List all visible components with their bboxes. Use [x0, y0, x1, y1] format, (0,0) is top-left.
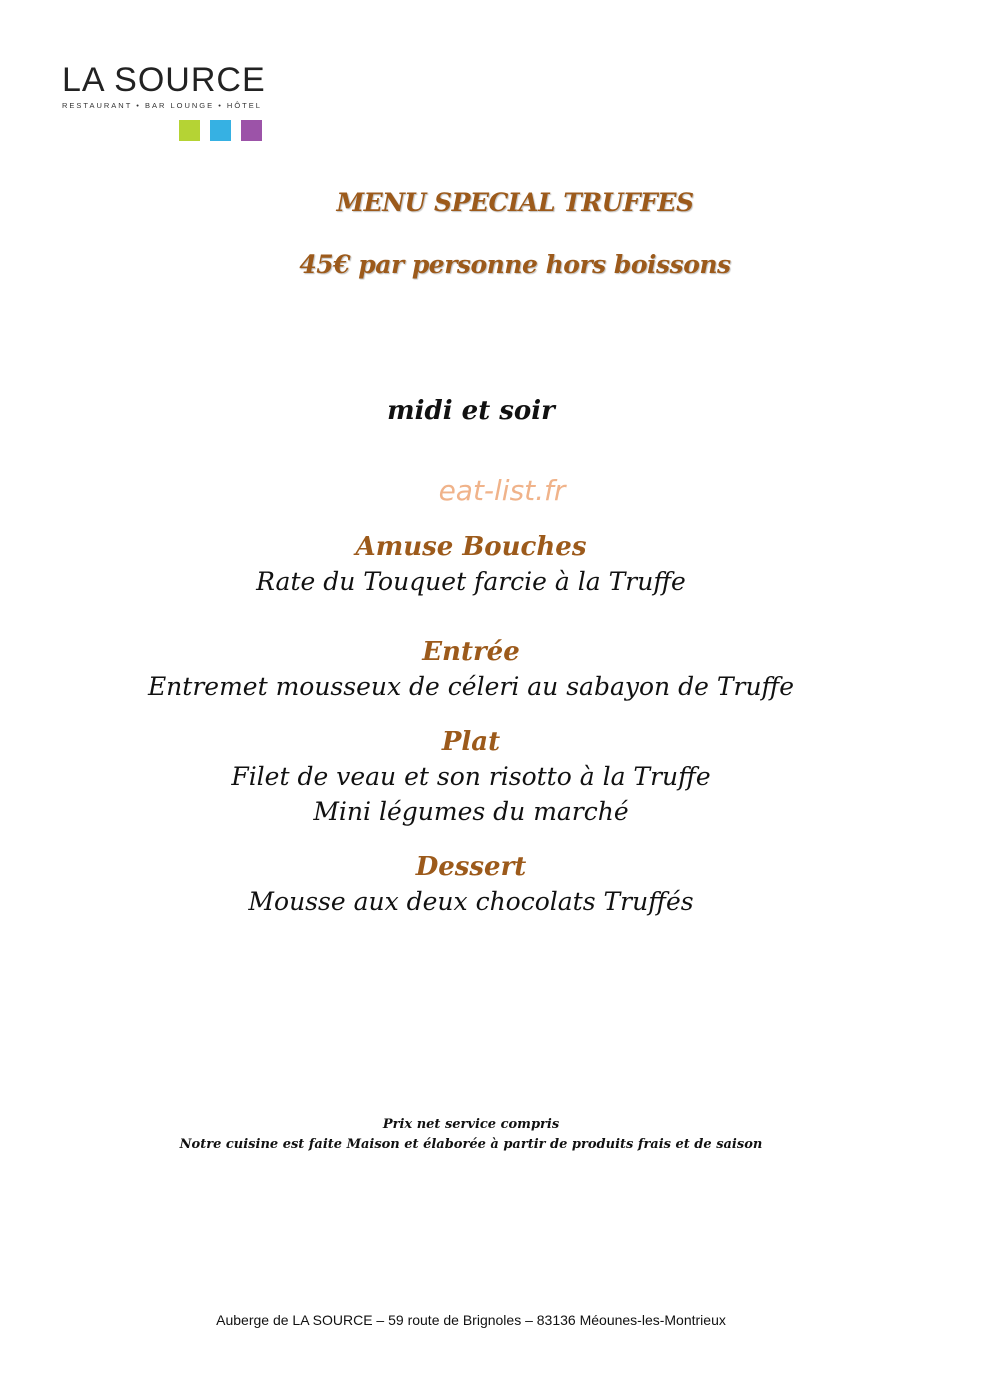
course-amuse-bouches	[0, 530, 942, 599]
course-dish: Mousse aux deux chocolats Truffés	[248, 887, 694, 916]
course-dish: Rate du Touquet farcie à la Truffe	[256, 567, 686, 596]
restaurant-logo	[62, 62, 272, 110]
logo-name: LA SOURCE	[62, 61, 266, 99]
menu-notes	[0, 1115, 942, 1155]
course-heading: Entrée	[422, 637, 520, 667]
logo-square-blue	[210, 120, 231, 141]
logo-color-squares	[179, 120, 262, 141]
course-dish: Entremet mousseux de céleri au sabayon de Truffe	[147, 672, 795, 701]
footer-address: Auberge de LA SOURCE – 59 route de Brignoles – 83136 Méounes-les-Montrieux	[216, 1312, 726, 1328]
menu-price: 45€ par personne hors boissons	[299, 250, 731, 279]
course-plat	[0, 725, 942, 829]
watermark: eat-list.fr	[438, 474, 566, 507]
logo-tagline: RESTAURANT • BAR LOUNGE • HÔTEL	[62, 101, 262, 110]
logo-square-green	[179, 120, 200, 141]
logo-square-purple	[241, 120, 262, 141]
note-homemade-info: Notre cuisine est faite Maison et élaborée à partir de produits frais et de saison	[179, 1137, 763, 1152]
course-dish: Mini légumes du marché	[313, 797, 629, 826]
course-heading: Plat	[441, 727, 501, 757]
course-dessert	[0, 850, 942, 919]
note-price-info: Prix net service compris	[382, 1117, 560, 1132]
course-entree	[0, 635, 942, 704]
menu-title: MENU SPECIAL TRUFFES	[336, 188, 694, 217]
course-heading: Dessert	[415, 852, 527, 882]
course-dish: Filet de veau et son risotto à la Truffe	[231, 762, 711, 791]
course-heading: Amuse Bouches	[355, 532, 587, 562]
service-time: midi et soir	[387, 396, 555, 426]
